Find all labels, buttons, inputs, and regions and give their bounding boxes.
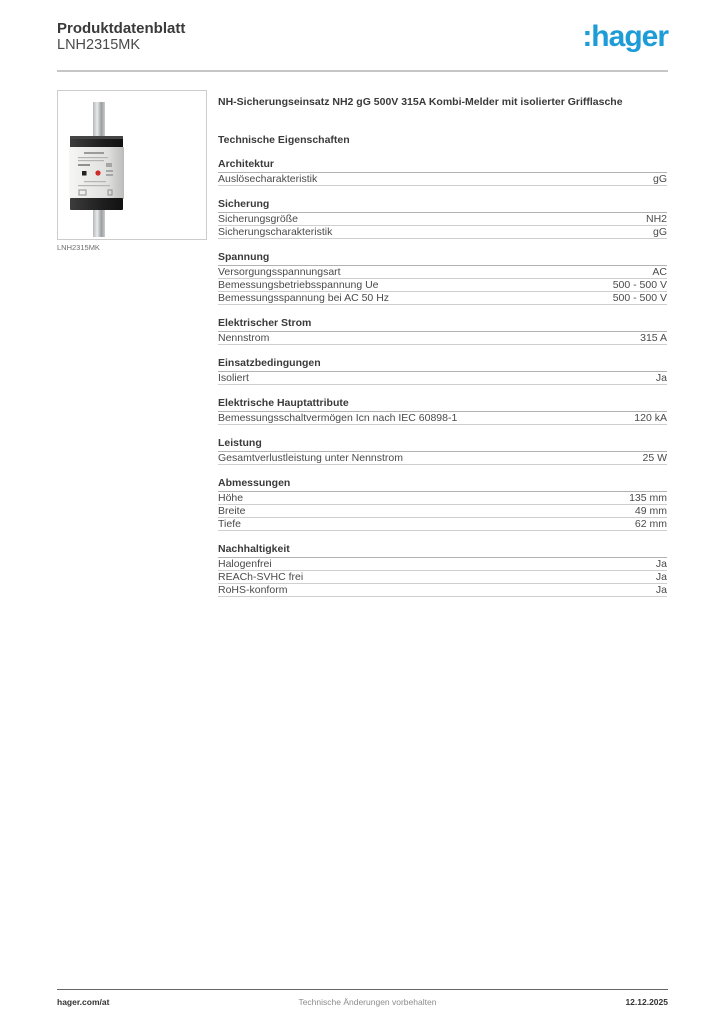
fuse-label-line (84, 181, 106, 182)
spec-value: 62 mm (634, 518, 667, 530)
section-heading: Elektrischer Strom (218, 317, 667, 332)
fuse-label-line (84, 152, 104, 154)
section-heading: Sicherung (218, 198, 667, 213)
fuse-label-line (106, 174, 113, 176)
section-architektur (218, 158, 667, 186)
header-product-code: LNH2315MK (57, 37, 141, 53)
section-heading: Einsatzbedingungen (218, 357, 667, 372)
spec-row (218, 452, 667, 465)
product-image-frame (57, 90, 207, 240)
fuse-blade-bottom (93, 210, 105, 237)
page-header (57, 20, 668, 54)
fuse-product-image (58, 91, 206, 239)
fuse-cap-bottom (70, 198, 123, 210)
section-heading: Nachhaltigkeit (218, 543, 667, 558)
fuse-label-line (78, 157, 108, 158)
spec-label: Nennstrom (218, 332, 270, 344)
footer-divider (57, 989, 668, 990)
section-einsatzbedingungen (218, 357, 667, 385)
section-heading: Architektur (218, 158, 667, 173)
section-nachhaltigkeit (218, 543, 667, 597)
header-divider (57, 70, 668, 72)
spec-value: NH2 (645, 213, 667, 225)
hager-logo: :hager (582, 20, 668, 53)
spec-value: 135 mm (629, 492, 667, 504)
spec-row (218, 558, 667, 571)
spec-label: REACh-SVHC frei (218, 571, 304, 583)
spec-value: Ja (655, 372, 667, 384)
spec-label: Sicherungsgröße (218, 213, 298, 225)
spec-value: 500 - 500 V (612, 292, 667, 304)
spec-label: RoHS-konform (218, 584, 288, 596)
spec-row (218, 332, 667, 345)
section-heading: Abmessungen (218, 477, 667, 492)
fuse-indicator-red-dot (95, 170, 100, 175)
spec-label: Gesamtverlustleistung unter Nennstrom (218, 452, 403, 464)
footer-notice: Technische Änderungen vorbehalten (298, 997, 437, 1007)
spec-row (218, 213, 667, 226)
section-elektrischer-strom (218, 317, 667, 345)
spec-label: Isoliert (218, 372, 249, 384)
fuse-label-line (106, 163, 112, 167)
spec-value: 49 mm (634, 505, 667, 517)
spec-content (218, 90, 667, 597)
spec-label: Sicherungscharakteristik (218, 226, 333, 238)
spec-row (218, 584, 667, 597)
spec-label: Bemessungsschaltvermögen Icn nach IEC 60898-1 (218, 412, 458, 424)
spec-label: Tiefe (218, 518, 241, 530)
spec-value: gG (652, 226, 667, 238)
spec-row (218, 266, 667, 279)
spec-value: Ja (655, 558, 667, 570)
footer-date: 12.12.2025 (625, 997, 668, 1007)
spec-label: Höhe (218, 492, 244, 504)
section-sicherung (218, 198, 667, 239)
spec-label: Bemessungsbetriebsspannung Ue (218, 279, 379, 291)
spec-label: Bemessungsspannung bei AC 50 Hz (218, 292, 390, 304)
section-elektrische-hauptattribute (218, 397, 667, 425)
spec-row (218, 505, 667, 518)
spec-row (218, 226, 667, 239)
spec-value: gG (652, 173, 667, 185)
spec-value: Ja (655, 584, 667, 596)
fuse-cap-top-highlight (70, 136, 123, 139)
spec-value: AC (652, 266, 667, 278)
fuse-indicator-window (82, 171, 87, 176)
spec-row (218, 279, 667, 292)
section-heading: Leistung (218, 437, 667, 452)
fuse-blade-top (93, 102, 105, 140)
spec-row (218, 412, 667, 425)
section-heading: Spannung (218, 251, 667, 266)
spec-row (218, 492, 667, 505)
tech-properties-heading: Technische Eigenschaften (218, 134, 350, 146)
spec-row (218, 173, 667, 186)
spec-value: 315 A (640, 332, 667, 344)
product-title: NH-Sicherungseinsatz NH2 gG 500V 315A Kombi-Melder mit isolierter Grifflasche (218, 96, 623, 108)
spec-value: 500 - 500 V (612, 279, 667, 291)
page-footer (57, 997, 668, 1007)
spec-value: 25 W (642, 452, 667, 464)
spec-row (218, 518, 667, 531)
section-abmessungen (218, 477, 667, 531)
spec-value: 120 kA (634, 412, 667, 424)
fuse-label-line (106, 170, 113, 172)
section-leistung (218, 437, 667, 465)
spec-label: Auslösecharakteristik (218, 173, 318, 185)
header-titles (57, 20, 185, 54)
spec-row (218, 571, 667, 584)
section-heading: Elektrische Hauptattribute (218, 397, 667, 412)
document-type-title: Produktdatenblatt (57, 20, 186, 37)
spec-label: Versorgungsspannungsart (218, 266, 341, 278)
product-image-caption: LNH2315MK (57, 243, 100, 252)
fuse-label-line (78, 160, 104, 161)
spec-value: Ja (655, 571, 667, 583)
spec-label: Breite (218, 505, 246, 517)
footer-website-link[interactable]: hager.com/at (57, 997, 110, 1007)
spec-row (218, 372, 667, 385)
spec-row (218, 292, 667, 305)
fuse-label-line (78, 164, 90, 166)
fuse-label-line (78, 185, 110, 186)
spec-label: Halogenfrei (218, 558, 272, 570)
section-spannung (218, 251, 667, 305)
